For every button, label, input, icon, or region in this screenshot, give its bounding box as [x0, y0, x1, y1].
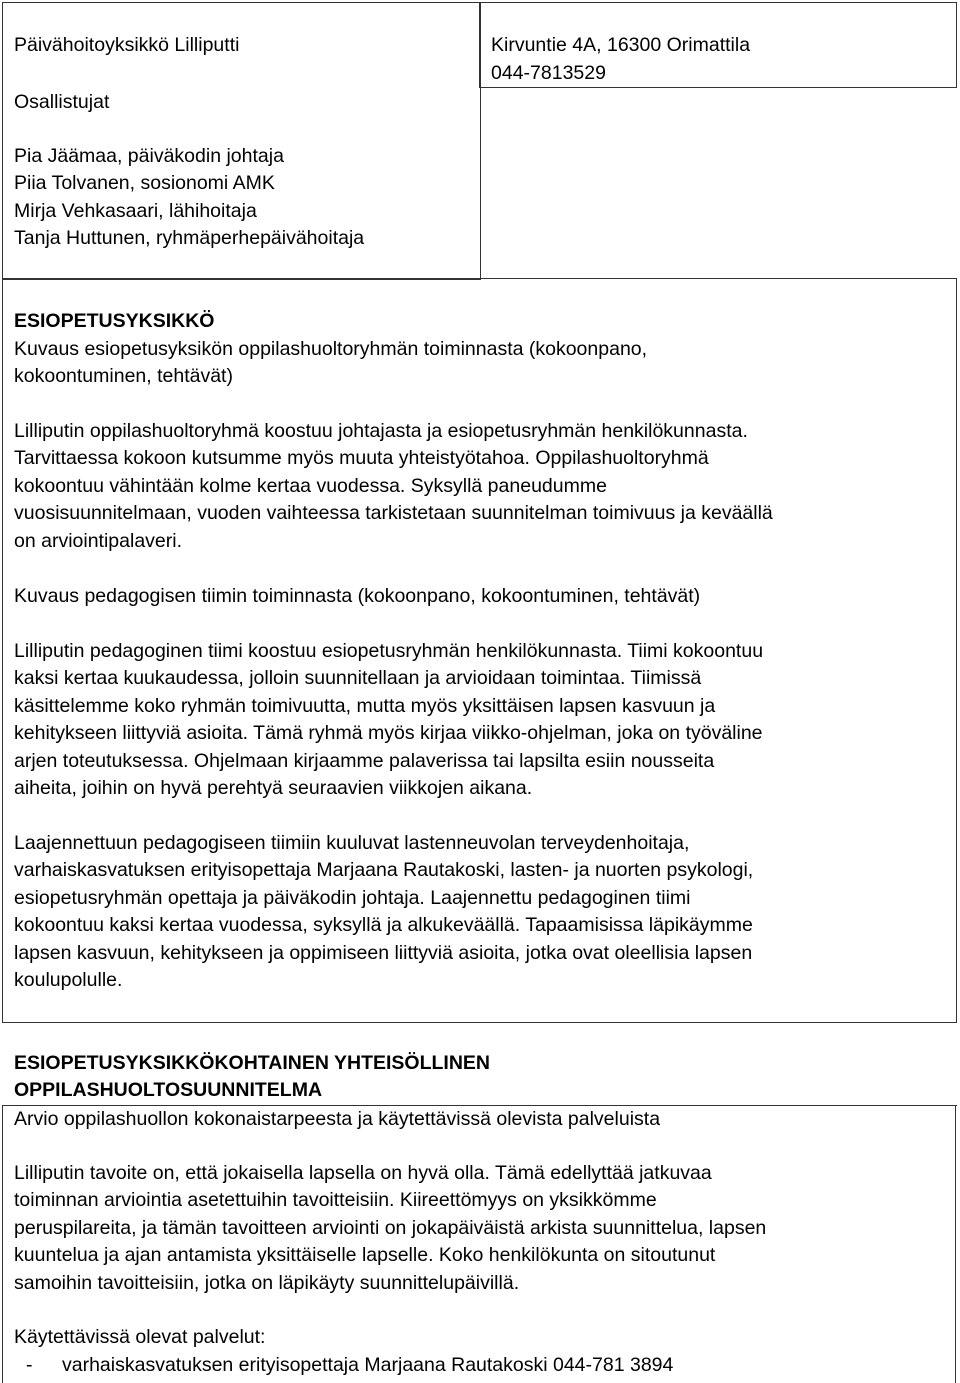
- participant-item: Tanja Huttunen, ryhmäperhepäivähoitaja: [14, 227, 365, 250]
- service-bullet: -: [26, 1354, 33, 1376]
- participant-item: Mirja Vehkasaari, lähihoitaja: [14, 199, 257, 222]
- service-item: varhaiskasvatuksen erityisopettaja Marjaana Rautakoski 044-781 3894: [62, 1354, 674, 1376]
- address: Kirvuntie 4A, 16300 Orimattila: [491, 34, 751, 56]
- section1-subheading: Kuvaus esiopetusyksikön oppilashuoltoryhmän toiminnasta (kokoonpano, kokoontuminen, tehtävät): [14, 338, 648, 388]
- participants-list: [14, 143, 944, 253]
- phone: 044-7813529: [491, 62, 606, 84]
- section1-paragraph-2: Lilliputin pedagoginen tiimi koostuu esiopetusryhmän henkilökunnasta. Tiimi kokoontuu kaksi kertaa kuukaudessa, jolloin suunnitellaan ja arvioidaan toimintaa. Tiimissä käsittelemme koko ryhmän toimivuutta, mutta myös yksittäisen lapsen kasvuun ja kehitykseen liittyviä asioita. Tämä ryhmä myös kirjaa viikko-ohjelman, joka on työväline arjen toteutuksessa. Ohjelmaan kirjaamme palaverissa tai lapsilta esiin nousseita aiheita, joihin on hyvä perehtyä seuraavien viikkojen aikana.: [14, 640, 764, 800]
- participant-item: Piia Tolvanen, sosionomi AMK: [14, 172, 275, 195]
- section2-right-border: [955, 1105, 956, 1383]
- participant-item: Pia Jäämaa, päiväkodin johtaja: [14, 145, 284, 167]
- section1-paragraph-3: Laajennettuun pedagogiseen tiimiin kuuluvat lastenneuvolan terveydenhoitaja, varhaiskasvatuksen erityisopettaja Marjaana Rautakoski, lasten- ja nuorten psykologi, esiopetusryhmän opettaja ja päiväkodin johtaja. Laajennettu pedagoginen tiimi kokoontuu kaksi kertaa vuodessa, syksyllä ja alkukeväällä. Tapaamisissa läpikäymme lapsen kasvuun, kehitykseen ja oppimiseen liittyviä asioita, jotka ovat oleellisia lapsen koulupolulle.: [14, 832, 754, 992]
- section2-subheading: Arvio oppilashuollon kokonaistarpeesta ja käytettävissä olevista palveluista: [14, 1108, 661, 1130]
- pedagogic-team-heading: Kuvaus pedagogisen tiimin toiminnasta (kokoonpano, kokoontuminen, tehtävät): [14, 585, 701, 607]
- participants-label: Osallistujat: [14, 91, 110, 113]
- section2-heading: ESIOPETUSYKSIKKÖKOHTAINEN YHTEISÖLLINEN OPPILASHUOLTOSUUNNITELMA: [14, 1052, 490, 1102]
- section1-heading: ESIOPETUSYKSIKKÖ: [14, 310, 215, 332]
- section2-left-border: [2, 1105, 3, 1383]
- section2-paragraph: Lilliputin tavoite on, että jokaisella lapsella on hyvä olla. Tämä edellyttää jatkuvaa toiminnan arviointia asetettuihin tavoitteisiin. Kiireettömyys on yksikkömme peruspilareita, ja tämän tavoitteen arviointi on jokapäiväistä arkista suunnittelua, lapsen kuuntelua ja ajan antamista yksittäiselle lapselle. Koko henkilökunta on sitoutunut samoihin tavoitteisiin, jotka on läpikäyty suunnittelupäivillä.: [14, 1162, 767, 1294]
- section1-paragraph-1: Lilliputin oppilashuoltoryhmä koostuu johtajasta ja esiopetusryhmän henkilökunnasta. Tarvittaessa kokoon kutsumme myös muuta yhteistyötahoa. Oppilashuoltoryhmä kokoontuu vähintään kolme kertaa vuodessa. Syksyllä paneudumme vuosisuunnitelmaan, vuoden vaihteessa tarkistetaan suunnitelman toimivuus ja keväällä on arviointipalaveri.: [14, 420, 773, 552]
- unit-name: Päivähoitoyksikkö Lilliputti: [14, 34, 240, 56]
- services-label: Käytettävissä olevat palvelut:: [14, 1326, 266, 1348]
